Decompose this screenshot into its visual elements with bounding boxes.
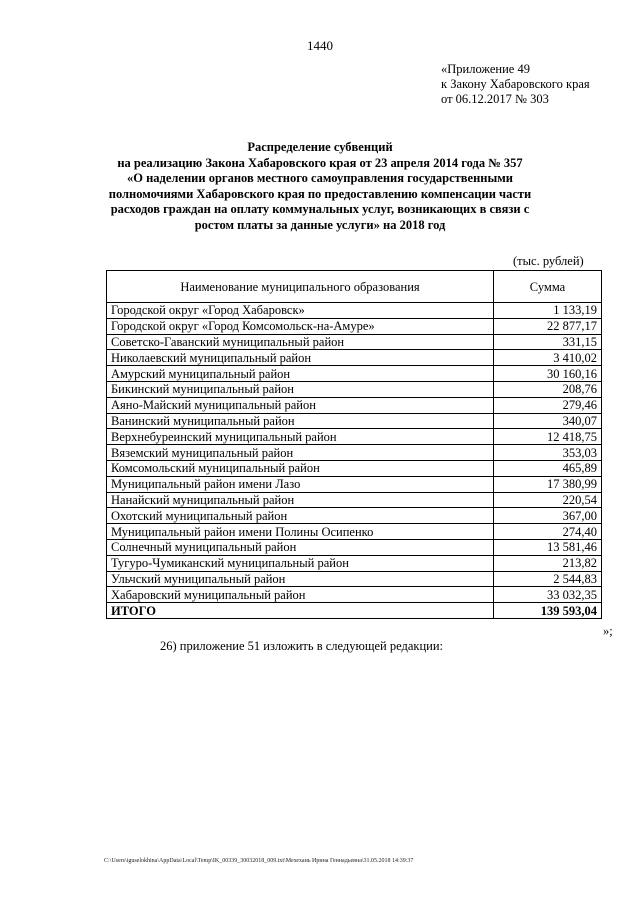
municipality-name: Солнечный муниципальный район	[107, 539, 494, 555]
municipality-name: Ульчский муниципальный район	[107, 571, 494, 587]
subsidy-amount: 30 160,16	[494, 366, 602, 382]
subsidy-amount: 331,15	[494, 334, 602, 350]
subsidy-amount: 12 418,75	[494, 429, 602, 445]
table-row	[107, 429, 602, 445]
municipality-name: Городской округ «Город Хабаровск»	[107, 303, 494, 319]
units-label: (тыс. рублей)	[513, 254, 584, 268]
subsidy-amount: 220,54	[494, 492, 602, 508]
title-line: «О наделении органов местного самоуправления государственными	[127, 171, 513, 185]
municipality-name: Охотский муниципальный район	[107, 508, 494, 524]
page-number: 1440	[307, 38, 333, 53]
municipality-name: Комсомольский муниципальный район	[107, 460, 494, 476]
table-row	[107, 571, 602, 587]
table-row	[107, 555, 602, 571]
title-line: полномочиями Хабаровского края по предоставлению компенсации части	[108, 186, 532, 201]
municipality-name: Муниципальный район имени Лазо	[107, 476, 494, 492]
municipality-name: Советско-Гаванский муниципальный район	[107, 334, 494, 350]
municipality-name: Верхнебуреинский муниципальный район	[107, 429, 494, 445]
table-row	[107, 492, 602, 508]
municipality-name: Вяземский муниципальный район	[107, 445, 494, 461]
appendix-reference	[441, 62, 590, 107]
total-row	[107, 603, 602, 619]
table-row	[107, 524, 602, 540]
table-row	[107, 413, 602, 429]
subsidy-amount: 367,00	[494, 508, 602, 524]
title-line: ростом платы за данные услуги» на 2018 год	[194, 217, 446, 232]
table-header-row	[107, 271, 602, 303]
subsidy-amount: 33 032,35	[494, 587, 602, 603]
table-row	[107, 303, 602, 319]
table-row	[107, 476, 602, 492]
subsidy-table	[106, 270, 602, 619]
column-header-name: Наименование муниципального образования	[107, 271, 494, 303]
subsidy-amount: 17 380,99	[494, 476, 602, 492]
municipality-name: Аяно-Майский муниципальный район	[107, 397, 494, 413]
subsidy-amount: 1 133,19	[494, 303, 602, 319]
subsidy-amount: 279,46	[494, 397, 602, 413]
title-line: расходов граждан на оплату коммунальных услуг, возникающих в связи с	[110, 202, 530, 216]
table-row	[107, 587, 602, 603]
table-row	[107, 445, 602, 461]
column-header-sum: Сумма	[494, 271, 602, 303]
closing-quote: »;	[603, 624, 613, 638]
total-label: ИТОГО	[107, 603, 494, 619]
municipality-name: Бикинский муниципальный район	[107, 381, 494, 397]
title-line: на реализацию Закона Хабаровского края от 23 апреля 2014 года № 357	[117, 155, 523, 170]
table-row	[107, 318, 602, 334]
municipality-name: Муниципальный район имени Полины Осипенко	[107, 524, 494, 540]
municipality-name: Нанайский муниципальный район	[107, 492, 494, 508]
appendix-line: от 06.12.2017 № 303	[441, 92, 549, 106]
subsidy-amount: 213,82	[494, 555, 602, 571]
subsidy-amount: 465,89	[494, 460, 602, 476]
appendix-line: к Закону Хабаровского края	[441, 77, 590, 91]
table-row	[107, 334, 602, 350]
table-row	[107, 397, 602, 413]
total-sum: 139 593,04	[494, 603, 602, 619]
subsidy-amount: 353,03	[494, 445, 602, 461]
appendix-line: «Приложение 49	[441, 62, 530, 76]
title-line: Распределение субвенций	[247, 140, 393, 154]
table-row	[107, 539, 602, 555]
table-row	[107, 350, 602, 366]
subsidy-amount: 13 581,46	[494, 539, 602, 555]
municipality-name: Городской округ «Город Комсомольск-на-Амуре»	[107, 318, 494, 334]
table-row	[107, 381, 602, 397]
municipality-name: Тугуро-Чумиканский муниципальный район	[107, 555, 494, 571]
document-title	[90, 140, 550, 233]
table-row	[107, 460, 602, 476]
subsidy-amount: 3 410,02	[494, 350, 602, 366]
footer-file-path: C:\Users\iguselokhina\AppData\Local\Temp\IK_00339_30032018_009.txt\Мехехань Ирина Геннадьевна\31.05.2018 14:39:37	[104, 858, 414, 864]
subsidy-amount: 2 544,83	[494, 571, 602, 587]
subsidy-amount: 22 877,17	[494, 318, 602, 334]
municipality-name: Николаевский муниципальный район	[107, 350, 494, 366]
subsidy-amount: 340,07	[494, 413, 602, 429]
municipality-name: Амурский муниципальный район	[107, 366, 494, 382]
table-row	[107, 508, 602, 524]
municipality-name: Ванинский муниципальный район	[107, 413, 494, 429]
subsidy-amount: 274,40	[494, 524, 602, 540]
municipality-name: Хабаровский муниципальный район	[107, 587, 494, 603]
next-amendment-text: 26) приложение 51 изложить в следующей редакции:	[160, 639, 443, 653]
subsidy-amount: 208,76	[494, 381, 602, 397]
table-row	[107, 366, 602, 382]
